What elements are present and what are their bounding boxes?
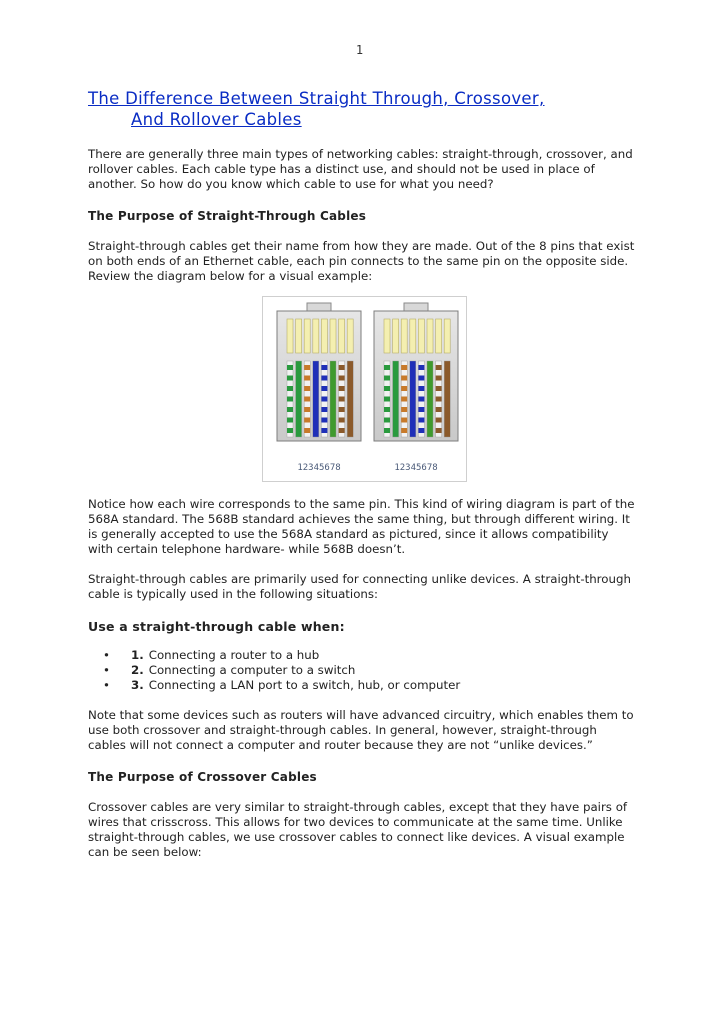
- title-line-1: The Difference Between Straight Through, Crossover,: [88, 89, 545, 108]
- wire-stripe: [418, 386, 424, 391]
- pin-contact: [347, 319, 353, 353]
- wire-stripe: [435, 407, 441, 412]
- wire-stripe: [418, 428, 424, 433]
- pin-contact: [435, 319, 441, 353]
- wire-stripe: [418, 397, 424, 402]
- document-title: [88, 88, 636, 130]
- list-item: [103, 678, 636, 693]
- pin-contact: [287, 319, 293, 353]
- wire: [444, 361, 450, 437]
- notice-paragraph: Notice how each wire corresponds to the same pin. This kind of wiring diagram is part of the 568A standard. The 568B standard achieves the same thing, but through different wiring. It is generally accepted to use the 568A standard as pictured, since it allows compatibility with certain telephone hardware- while 568B doesn’t.: [88, 497, 635, 556]
- bullet-icon: •: [103, 648, 110, 662]
- wire-stripe: [287, 365, 293, 370]
- pin-contact: [401, 319, 407, 353]
- bullet-icon: •: [103, 663, 110, 677]
- wire: [392, 361, 398, 437]
- wire-stripe: [287, 407, 293, 412]
- list-item-text: Connecting a computer to a switch: [148, 663, 356, 677]
- wire-stripe: [401, 407, 407, 412]
- pin-contact: [321, 319, 327, 353]
- straight-through-heading: The Purpose of Straight-Through Cables: [88, 209, 367, 223]
- wire-stripe: [435, 428, 441, 433]
- wire-stripe: [304, 365, 310, 370]
- wire-stripe: [418, 407, 424, 412]
- list-item: [103, 663, 636, 678]
- wire-stripe: [418, 365, 424, 370]
- note-paragraph: Note that some devices such as routers will have advanced circuitry, which enables them to use both crossover and straight-through cables. In general, however, straight-through cables will not connect a computer and router because they are not “unlike devices.”: [88, 708, 634, 752]
- pin-number-labels: 12345678: [393, 463, 438, 473]
- pin-contact: [392, 319, 398, 353]
- wire-stripe: [418, 418, 424, 423]
- list-item: [103, 648, 636, 663]
- wire-stripe: [435, 397, 441, 402]
- page-number: 1: [355, 43, 364, 57]
- wire-stripe: [435, 376, 441, 381]
- wire: [347, 361, 353, 437]
- wire-stripe: [338, 376, 344, 381]
- wire-stripe: [435, 386, 441, 391]
- wire-stripe: [384, 376, 390, 381]
- rj45-straight-through-diagram: [262, 296, 467, 482]
- wire-stripe: [321, 386, 327, 391]
- wire-stripe: [384, 365, 390, 370]
- wire-stripe: [321, 428, 327, 433]
- pin-contact: [444, 319, 450, 353]
- wire-stripe: [435, 418, 441, 423]
- pin-contact: [427, 319, 433, 353]
- wire-stripe: [287, 397, 293, 402]
- list-item-text: Connecting a router to a hub: [148, 648, 320, 662]
- figure-container: [88, 296, 636, 482]
- wire-stripe: [338, 386, 344, 391]
- wire-stripe: [304, 418, 310, 423]
- wire-stripe: [304, 407, 310, 412]
- wire-stripe: [384, 428, 390, 433]
- wire-stripe: [338, 418, 344, 423]
- connector-1: [277, 303, 361, 473]
- use-straight-through-heading: Use a straight-through cable when:: [88, 619, 345, 634]
- wire-stripe: [338, 397, 344, 402]
- straight-through-paragraph: Straight-through cables get their name from how they are made. Out of the 8 pins that exist on both ends of an Ethernet cable, each pin connects to the same pin on the opposite side. Review the diagram below for a visual example:: [88, 239, 635, 283]
- wire-stripe: [304, 428, 310, 433]
- wire-stripe: [304, 397, 310, 402]
- wire-stripe: [321, 407, 327, 412]
- wire: [330, 361, 336, 437]
- wire-stripe: [418, 376, 424, 381]
- wire-stripe: [435, 365, 441, 370]
- wire-stripe: [304, 376, 310, 381]
- wire-stripe: [287, 428, 293, 433]
- wire: [295, 361, 301, 437]
- wire-stripe: [338, 428, 344, 433]
- wire-stripe: [401, 376, 407, 381]
- wire-stripe: [287, 386, 293, 391]
- pin-contact: [384, 319, 390, 353]
- wire-stripe: [401, 397, 407, 402]
- wire-stripe: [384, 407, 390, 412]
- usage-list: [88, 648, 636, 693]
- list-item-number: 2.: [131, 663, 144, 677]
- wire-stripe: [287, 418, 293, 423]
- wire: [312, 361, 318, 437]
- pin-contact: [418, 319, 424, 353]
- pin-contact: [312, 319, 318, 353]
- wire-stripe: [401, 418, 407, 423]
- crossover-heading: The Purpose of Crossover Cables: [88, 770, 317, 784]
- document-body: [88, 88, 636, 860]
- wire-stripe: [401, 365, 407, 370]
- wire: [427, 361, 433, 437]
- title-line-2: And Rollover Cables: [131, 110, 302, 129]
- pin-contact: [409, 319, 415, 353]
- connector-2: [374, 303, 458, 473]
- wire: [409, 361, 415, 437]
- wire-stripe: [401, 428, 407, 433]
- wire-stripe: [384, 397, 390, 402]
- wire-stripe: [287, 376, 293, 381]
- wire-stripe: [321, 376, 327, 381]
- wire-stripe: [321, 365, 327, 370]
- usage-intro-paragraph: Straight-through cables are primarily used for connecting unlike devices. A straight-through cable is typically used in the following situations:: [88, 572, 631, 601]
- crossover-paragraph: Crossover cables are very similar to straight-through cables, except that they have pairs of wires that crisscross. This allows for two devices to communicate at the same time. Unlike straight-through cables, we use crossover cables to connect like devices. A visual example can be seen below:: [88, 800, 628, 859]
- bullet-icon: •: [103, 678, 110, 692]
- intro-paragraph: There are generally three main types of networking cables: straight-through, crossover, and rollover cables. Each cable type has a distinct use, and should not be used in place of another. So how do you know which cable to use for what you need?: [88, 147, 633, 191]
- list-item-text: Connecting a LAN port to a switch, hub, or computer: [148, 678, 461, 692]
- wire-stripe: [338, 365, 344, 370]
- list-item-number: 1.: [131, 648, 144, 662]
- wire-stripe: [401, 386, 407, 391]
- wire-stripe: [321, 418, 327, 423]
- wire-stripe: [304, 386, 310, 391]
- pin-number-labels: 12345678: [296, 463, 341, 473]
- list-item-number: 3.: [131, 678, 144, 692]
- pin-contact: [338, 319, 344, 353]
- pin-contact: [295, 319, 301, 353]
- wire-stripe: [321, 397, 327, 402]
- pin-contact: [330, 319, 336, 353]
- pin-contact: [304, 319, 310, 353]
- wire-stripe: [384, 418, 390, 423]
- rj45-diagram-svg: [263, 297, 466, 481]
- wire-stripe: [338, 407, 344, 412]
- wire-stripe: [384, 386, 390, 391]
